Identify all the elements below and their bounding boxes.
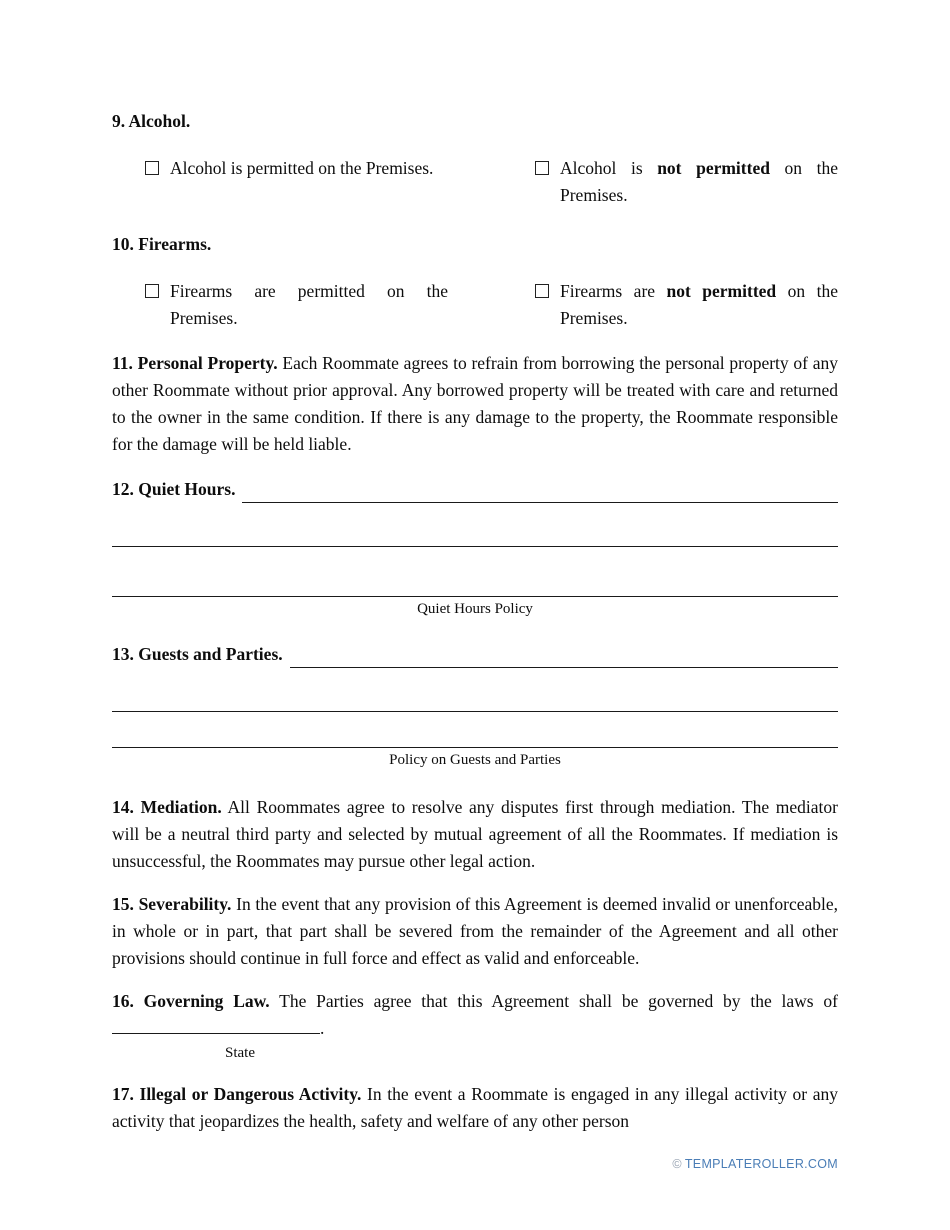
firearms-not-permitted-option xyxy=(535,278,838,332)
section-14-mediation xyxy=(112,794,838,875)
firearms-permitted-checkbox[interactable] xyxy=(145,284,159,298)
firearms-not-permitted-checkbox[interactable] xyxy=(535,284,549,298)
section-14-body: All Roommates agree to resolve any disputes first through mediation. The mediator will be a neutral third party and selected by mutual agreement of all the Roommates. If mediation is unsuccessful, the Roommates may pursue other legal action. xyxy=(112,797,838,871)
quiet-hours-blank-line-2[interactable] xyxy=(112,533,838,547)
section-11-personal-property xyxy=(112,350,838,458)
alcohol-not-permitted-label: Alcohol is not permitted on the Premises. xyxy=(560,158,838,205)
firearms-not-permitted-label: Firearms are not permitted on the Premises. xyxy=(560,281,838,328)
guests-caption: Policy on Guests and Parties xyxy=(389,752,561,768)
alcohol-not-permitted-option xyxy=(535,155,838,209)
firearms-permitted-option xyxy=(145,278,448,332)
section-13-heading: 13. Guests and Parties. xyxy=(112,644,283,664)
section-10-heading: 10. Firearms. xyxy=(112,234,212,254)
alcohol-permitted-option xyxy=(145,155,448,209)
section-16-period: . xyxy=(320,1018,325,1038)
templateroller-link[interactable]: TEMPLATEROLLER.COM xyxy=(684,1157,838,1171)
section-13-guests-parties xyxy=(112,641,838,668)
quiet-hours-blank-line-1[interactable] xyxy=(242,481,838,503)
state-caption: State xyxy=(225,1045,255,1061)
quiet-hours-blank-line-3[interactable] xyxy=(112,583,838,597)
section-17-heading: 17. Illegal or Dangerous Activity. xyxy=(112,1084,362,1104)
firearms-options xyxy=(112,278,838,332)
section-11-body: Each Roommate agrees to refrain from borrowing the personal property of any other Roommate without prior approval. Any borrowed property will be treated with care and returned to the owner in the same condition. If there is any damage to the property, the Roommate responsible for the damage will be held liable. xyxy=(112,353,839,454)
alcohol-permitted-label: Alcohol is permitted on the Premises. xyxy=(170,158,434,178)
section-17-body: In the event a Roommate is engaged in any illegal activity or any activity that jeopardizes the health, safety and welfare of any other person xyxy=(112,1084,838,1131)
page-footer xyxy=(672,1157,838,1171)
state-blank-field[interactable] xyxy=(112,1020,320,1034)
section-11-heading: 11. Personal Property. xyxy=(112,353,278,373)
section-14-heading: 14. Mediation. xyxy=(112,797,222,817)
section-9-heading: 9. Alcohol. xyxy=(112,111,191,131)
section-16-heading: 16. Governing Law. xyxy=(112,991,270,1011)
section-15-heading: 15. Severability. xyxy=(112,894,232,914)
section-12-quiet-hours xyxy=(112,476,838,503)
alcohol-options xyxy=(112,155,838,209)
firearms-permitted-label: Firearms are permitted on the Premises. xyxy=(170,281,448,328)
section-15-severability xyxy=(112,891,838,972)
section-12-heading: 12. Quiet Hours. xyxy=(112,479,236,499)
guests-blank-line-1[interactable] xyxy=(290,646,838,668)
section-15-body: In the event that any provision of this Agreement is deemed invalid or unenforceable, in whole or in part, that part shall be severed from the remainder of the Agreement and all other provisions should continue in full force and effect as valid and enforceable. xyxy=(112,894,839,968)
section-17-illegal-activity xyxy=(112,1081,838,1135)
alcohol-permitted-checkbox[interactable] xyxy=(145,161,159,175)
alcohol-not-permitted-checkbox[interactable] xyxy=(535,161,549,175)
section-16-governing-law xyxy=(112,988,838,1042)
quiet-hours-caption: Quiet Hours Policy xyxy=(417,601,533,617)
section-16-body: The Parties agree that this Agreement shall be governed by the laws of xyxy=(279,991,838,1011)
guests-blank-line-2[interactable] xyxy=(112,698,838,712)
guests-blank-line-3[interactable] xyxy=(112,734,838,748)
copyright-symbol: © xyxy=(672,1157,682,1171)
